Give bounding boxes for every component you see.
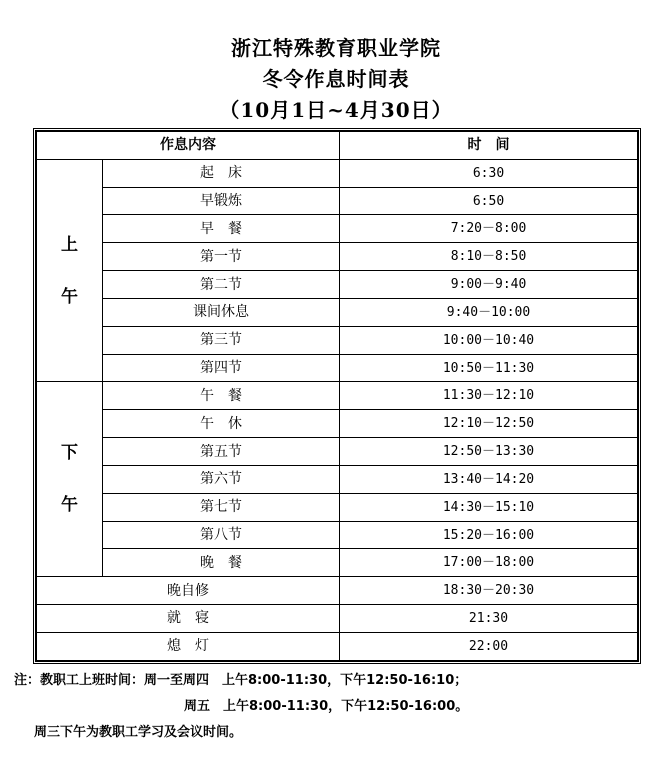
period-label-afternoon xyxy=(37,382,103,577)
table-row xyxy=(37,159,638,187)
activity-cell: 午 休 xyxy=(103,410,340,438)
time-cell: 6:50 xyxy=(340,187,638,215)
time-cell: 7:20－8:00 xyxy=(340,215,638,243)
time-cell: 21:30 xyxy=(340,605,638,633)
staff-hours-notes xyxy=(14,668,664,746)
activity-cell: 第一节 xyxy=(103,243,340,271)
schedule-title: 冬令作息时间表 xyxy=(262,67,410,91)
table-row xyxy=(37,632,638,660)
activity-cell: 起 床 xyxy=(103,159,340,187)
time-cell: 10:00－10:40 xyxy=(340,326,638,354)
school-name: 浙江特殊教育职业学院 xyxy=(231,36,441,60)
time-cell: 6:30 xyxy=(340,159,638,187)
period-label-char: 午 xyxy=(61,286,78,307)
time-cell: 12:50－13:30 xyxy=(340,438,638,466)
activity-cell: 就 寝 xyxy=(37,605,340,633)
table-row xyxy=(37,577,638,605)
column-header-activity: 作息内容 xyxy=(37,132,340,160)
table-row xyxy=(37,187,638,215)
time-cell: 13:40－14:20 xyxy=(340,465,638,493)
time-cell: 14:30－15:10 xyxy=(340,493,638,521)
table-row xyxy=(37,354,638,382)
table-row xyxy=(37,271,638,299)
time-cell: 9:00－9:40 xyxy=(340,271,638,299)
period-label-morning xyxy=(37,159,103,382)
activity-cell: 晚自修 xyxy=(37,577,340,605)
activity-cell: 第五节 xyxy=(103,438,340,466)
time-cell: 15:20－16:00 xyxy=(340,521,638,549)
activity-cell: 第七节 xyxy=(103,493,340,521)
time-cell: 9:40－10:00 xyxy=(340,298,638,326)
period-label-char: 上 xyxy=(61,234,78,255)
activity-cell: 第三节 xyxy=(103,326,340,354)
time-cell: 12:10－12:50 xyxy=(340,410,638,438)
activity-cell: 熄 灯 xyxy=(37,632,340,660)
table-row xyxy=(37,410,638,438)
table-row xyxy=(37,605,638,633)
time-cell: 22:00 xyxy=(340,632,638,660)
table-row xyxy=(37,382,638,410)
activity-cell: 晚 餐 xyxy=(103,549,340,577)
table-row xyxy=(37,326,638,354)
activity-cell: 课间休息 xyxy=(103,298,340,326)
table-row xyxy=(37,493,638,521)
time-cell: 18:30－20:30 xyxy=(340,577,638,605)
table-row xyxy=(37,521,638,549)
activity-cell: 午 餐 xyxy=(103,382,340,410)
column-header-time: 时 间 xyxy=(340,132,638,160)
table-header-row xyxy=(37,132,638,160)
period-label-char: 下 xyxy=(61,443,78,464)
time-cell: 8:10－8:50 xyxy=(340,243,638,271)
activity-cell: 第八节 xyxy=(103,521,340,549)
table-row xyxy=(37,243,638,271)
schedule-table xyxy=(33,128,641,664)
activity-cell: 早 餐 xyxy=(103,215,340,243)
date-range: （10月1日~4月30日） xyxy=(219,98,453,122)
note-line: 周五 上午8:00-11:30，下午12:50-16:00。 xyxy=(184,699,469,714)
activity-cell: 早锻炼 xyxy=(103,187,340,215)
table-row xyxy=(37,465,638,493)
time-cell: 17:00－18:00 xyxy=(340,549,638,577)
activity-cell: 第六节 xyxy=(103,465,340,493)
table-row xyxy=(37,438,638,466)
activity-cell: 第二节 xyxy=(103,271,340,299)
activity-cell: 第四节 xyxy=(103,354,340,382)
table-row xyxy=(37,549,638,577)
time-cell: 10:50－11:30 xyxy=(340,354,638,382)
time-cell: 11:30－12:10 xyxy=(340,382,638,410)
period-label-char: 午 xyxy=(61,495,78,516)
note-line: 周三下午为教职工学习及会议时间。 xyxy=(34,725,243,740)
table-row xyxy=(37,215,638,243)
note-line: 注：教职工上班时间：周一至周四 上午8:00-11:30，下午12:50-16:10； xyxy=(14,673,468,688)
table-row xyxy=(37,298,638,326)
